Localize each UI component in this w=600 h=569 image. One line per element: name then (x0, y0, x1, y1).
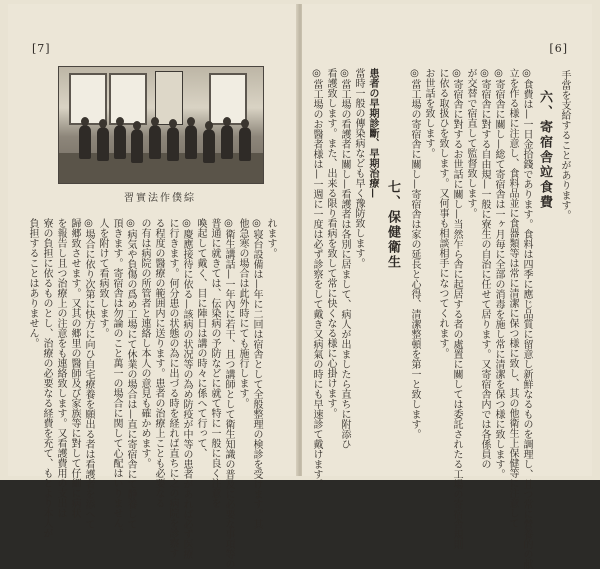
right-col-12: 當時一般の傳染病なども早く豫防致します。 (353, 68, 364, 268)
right-col-8: に依る取扱ひを致します。又何事も相談相手になつてくれます。 (437, 68, 448, 358)
right-col-5: ◎寄宿舎に對する自由規—一般に寮生の自治に任せて居ります。又寄宿舎内では各係員の (479, 68, 490, 469)
left-col-7: ◎慶應接待に依る—該病の状况等の為め防疫が中等の患者があれば必ず医療 (181, 218, 192, 559)
right-col-3: 立を作る様に注意し、食料品並に食器類等は常に清潔に保つ様に致し、其の他衛生上保健等に注意して (507, 68, 518, 528)
left-col-16: を報告し且つ治療上の注意をも連絡致します。又看護費用の支出は (55, 218, 66, 518)
left-col-11: ◎病気や負傷の爲め工場にて休業の場合は—直に寄宿舎にて静養して (125, 218, 136, 529)
left-col-6: 喚起して戴く、目に陣日は講の時々に係へて行って、 (195, 218, 206, 458)
left-page-number: [7] (32, 42, 51, 55)
left-col-17: 寮の負担に依るものとし、治療の必要なる経費を充て、もとより本人が (41, 218, 52, 538)
left-col-5: 普通に就きては、伝染病の予防などに就て特に一般に良く注意を (209, 218, 220, 508)
left-col-13: 人を附けて看病致します。 (97, 218, 108, 338)
photo-caption: 習實法作僕綜 (124, 193, 196, 204)
right-col-15: ◎當工場のお醫者様は—一週に一度は必ず診察をして戴き又病氣の時にも早速診て戴けます。 (311, 68, 322, 489)
right-col-7: ◎寄宿舎に對するお世話に關し—当然乍ら舎に起居する者の處置に關しては委託されたる工場の寄宿舎規則 (451, 68, 462, 549)
left-col-10: の有は病院の所管者と連絡し本人の意見も確かめます。 (139, 218, 150, 468)
left-col-12: 頂きます。寄宿舎は勿論のこと萬一の場合に関して心配はいりません。 (111, 218, 122, 538)
right-col-14: 看護致します。また、出来る限り看病を致して常に快くなる様に心掛けます。 (325, 68, 336, 418)
right-col-13: ◎當工場の看護者に關し—看護者は各別に居まして、病人が出ましたら直ちに附添ひ (339, 68, 350, 449)
right-col-10: ◎當工場の寄宿舎に關し—寄宿舎は家の延長と心得、清潔整頓を第一と致します。 (409, 68, 420, 439)
section-heading-six: 六、寄宿舎竝食費 (537, 90, 552, 210)
right-col-4: ◎寄宿舎に關し—総て寄宿舎は一ヶ月毎に全部の消毒を施し常に清潔を保つ様に致します。 (493, 68, 504, 479)
right-col-11: 患者の早期診斷、早期治療— (367, 68, 378, 198)
left-col-8: に行きます。何分患の状態の為に出づる時を経れば直ちに之の病院を診察す (167, 218, 178, 558)
left-col-9: る程度の醫療の範囲内に送ります。患者の治療上ことも必要なる (153, 218, 164, 508)
right-col-2: ◎食費は—一日金拾錢であります。食料は四季に應じ品質に留意し新鮮なるものを調理し、且つ常に營養的の献 (521, 68, 532, 569)
left-col-2: ◎寝台設備は—年に二回は宿舎として全般整理の検診を受けます。其 (251, 218, 262, 529)
left-col-3: 他急寒の場合は此外時にても施行します。 (237, 218, 248, 408)
right-col-6: が交替で宿直して監督致します。 (465, 68, 476, 218)
right-col-9: お世話を致します。 (423, 68, 434, 158)
left-col-14: ◎場合に依り次第に快方に向ひ自宅療養を願出る者は看護者を添へて (83, 218, 94, 529)
left-col-1: れます。 (265, 218, 276, 258)
left-col-4: ◎衛生講話—一年內に若干、且つ講師として衛生知識の普及に必要な事項等の (223, 218, 234, 569)
dormitory-photo (58, 66, 264, 184)
left-col-18: 負担することはありません。 (27, 218, 38, 348)
right-col-1: 手當を支給することがあります。 (559, 70, 570, 220)
section-heading-seven: 七、保健衛生 (385, 180, 400, 270)
left-col-15: 歸郷致させます。又其の郷里の醫師及び家族等に對して仔細に病状 (69, 218, 80, 518)
right-page-number: [6] (549, 42, 568, 55)
